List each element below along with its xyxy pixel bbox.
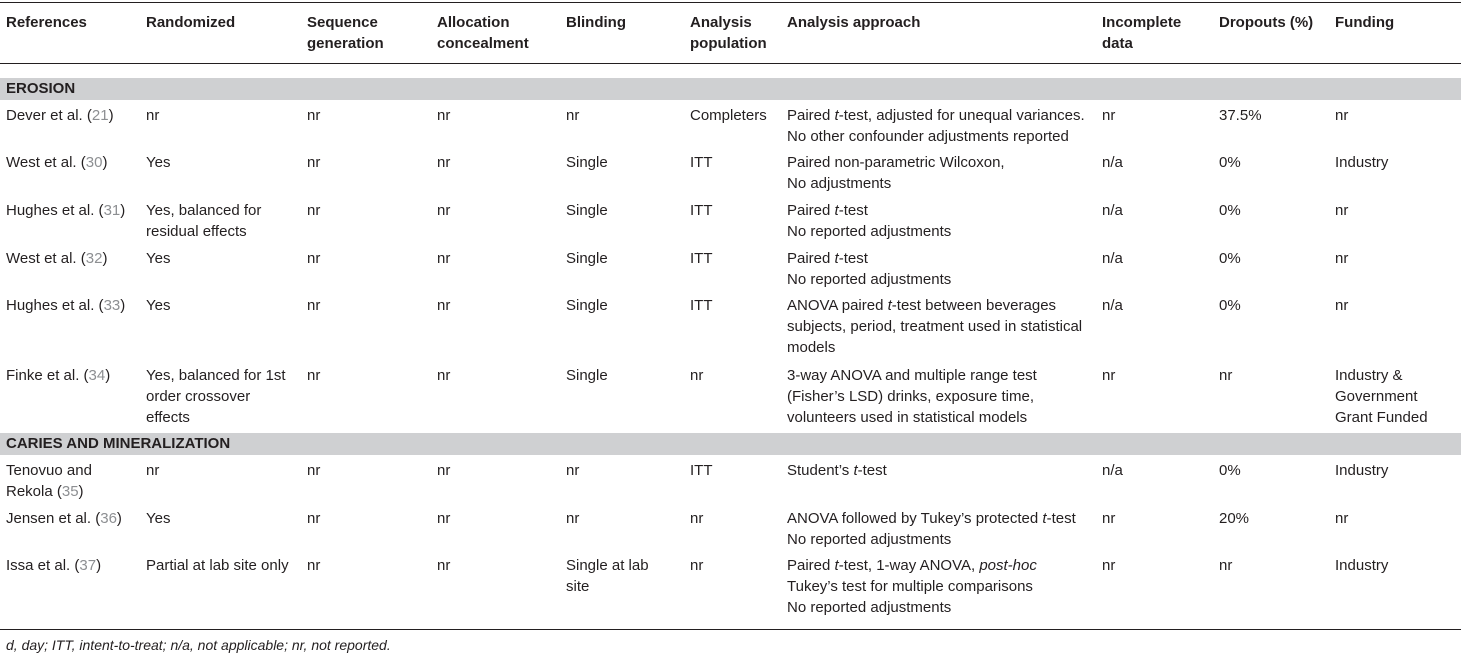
allocation-cell: nr: [437, 367, 451, 384]
dropouts-cell: 0%: [1219, 297, 1241, 314]
allocation-cell: nr: [437, 154, 451, 171]
reference-cell: Jensen et al. (36): [6, 510, 122, 527]
blinding-cell: nr: [566, 462, 580, 479]
approach-cell: ANOVA paired t-test between beverages subjects, period, treatment used in statistical models: [787, 297, 1083, 356]
sequence-cell: nr: [307, 462, 321, 479]
population-cell: Completers: [690, 107, 767, 124]
population-cell: ITT: [690, 462, 713, 479]
incomplete-cell: nr: [1102, 557, 1116, 574]
dropouts-cell: nr: [1219, 367, 1233, 384]
funding-cell: nr: [1335, 297, 1349, 314]
dropouts-cell: 0%: [1219, 202, 1241, 219]
randomized-cell: Yes: [146, 154, 171, 171]
sequence-cell: nr: [307, 557, 321, 574]
blinding-cell: Single: [566, 297, 608, 314]
citation-link[interactable]: 32: [85, 250, 103, 267]
approach-cell: Paired non-parametric Wilcoxon, No adjustments: [787, 154, 1005, 192]
funding-cell: nr: [1335, 107, 1349, 124]
citation-link[interactable]: 36: [100, 510, 117, 527]
reference-cell: Tenovuo and Rekola (35): [6, 462, 92, 500]
header-allocation-concealment: Allocation concealment: [437, 14, 529, 52]
blinding-cell: Single: [566, 202, 608, 219]
citation-link[interactable]: 21: [91, 107, 109, 124]
section-header-caries: [0, 433, 1461, 455]
population-cell: ITT: [690, 297, 713, 314]
population-cell: nr: [690, 367, 704, 384]
dropouts-cell: nr: [1219, 557, 1233, 574]
blinding-cell: Single at lab site: [566, 557, 649, 595]
randomized-cell: nr: [146, 462, 160, 479]
incomplete-cell: n/a: [1102, 462, 1123, 479]
funding-cell: Industry: [1335, 557, 1389, 574]
reference-cell: Dever et al. (21): [6, 107, 114, 124]
dropouts-cell: 37.5%: [1219, 107, 1262, 124]
funding-cell: nr: [1335, 510, 1349, 527]
header-references: References: [6, 14, 87, 31]
funding-cell: Industry & Government Grant Funded: [1335, 367, 1428, 426]
table-header: [0, 12, 1461, 56]
top-rule: [0, 2, 1461, 3]
sequence-cell: nr: [307, 107, 321, 124]
header-blinding: Blinding: [566, 14, 626, 31]
randomized-cell: nr: [146, 107, 160, 124]
randomized-cell: Partial at lab site only: [146, 557, 289, 574]
randomized-cell: Yes: [146, 297, 171, 314]
incomplete-cell: nr: [1102, 107, 1116, 124]
citation-link[interactable]: 35: [61, 483, 79, 500]
randomized-cell: Yes, balanced for 1st order crossover effects: [146, 367, 286, 426]
reference-cell: West et al. (32): [6, 250, 108, 267]
blinding-cell: nr: [566, 510, 580, 527]
section-title: CARIES AND MINERALIZATION: [6, 435, 231, 452]
population-cell: ITT: [690, 202, 713, 219]
allocation-cell: nr: [437, 510, 451, 527]
header-sequence-generation: Sequence generation: [307, 14, 384, 52]
dropouts-cell: 0%: [1219, 462, 1241, 479]
allocation-cell: nr: [437, 250, 451, 267]
header-incomplete-data: Incomplete data: [1102, 14, 1182, 52]
population-cell: nr: [690, 510, 704, 527]
sequence-cell: nr: [307, 367, 321, 384]
sequence-cell: nr: [307, 250, 321, 267]
table-footnote: d, day; ITT, intent-to-treat; n/a, not applicable; nr, not reported.: [6, 637, 391, 653]
funding-cell: nr: [1335, 250, 1349, 267]
incomplete-cell: n/a: [1102, 154, 1123, 171]
approach-cell: Student’s t-test: [787, 462, 887, 479]
randomized-cell: Yes: [146, 510, 171, 527]
dropouts-cell: 0%: [1219, 154, 1241, 171]
reference-cell: Issa et al. (37): [6, 557, 102, 574]
approach-cell: 3-way ANOVA and multiple range test (Fisher’s LSD) drinks, exposure time, volunteers used in statistical models: [787, 367, 1037, 426]
sequence-cell: nr: [307, 202, 321, 219]
incomplete-cell: n/a: [1102, 250, 1123, 267]
incomplete-cell: n/a: [1102, 297, 1123, 314]
reference-cell: Finke et al. (34): [6, 367, 111, 384]
bottom-rule: [0, 629, 1461, 630]
citation-link[interactable]: 37: [79, 557, 97, 574]
blinding-cell: Single: [566, 250, 608, 267]
blinding-cell: Single: [566, 154, 608, 171]
header-analysis-approach: Analysis approach: [787, 14, 921, 31]
header-randomized: Randomized: [146, 14, 236, 31]
incomplete-cell: nr: [1102, 510, 1116, 527]
sequence-cell: nr: [307, 510, 321, 527]
allocation-cell: nr: [437, 557, 451, 574]
funding-cell: Industry: [1335, 462, 1389, 479]
header-funding: Funding: [1335, 14, 1395, 31]
reference-cell: Hughes et al. (31): [6, 202, 126, 219]
approach-cell: Paired t-test, adjusted for unequal variances. No other confounder adjustments reported: [787, 107, 1085, 145]
dropouts-cell: 20%: [1219, 510, 1250, 527]
sequence-cell: nr: [307, 297, 321, 314]
citation-link[interactable]: 34: [88, 367, 106, 384]
population-cell: ITT: [690, 154, 713, 171]
dropouts-cell: 0%: [1219, 250, 1241, 267]
allocation-cell: nr: [437, 297, 451, 314]
funding-cell: Industry: [1335, 154, 1389, 171]
population-cell: nr: [690, 557, 704, 574]
randomized-cell: Yes: [146, 250, 171, 267]
approach-cell: ANOVA followed by Tukey’s protected t-test No reported adjustments: [787, 510, 1076, 548]
section-header-erosion: [0, 78, 1461, 100]
header-dropouts: Dropouts (%): [1219, 14, 1314, 31]
reference-cell: Hughes et al. (33): [6, 297, 126, 314]
section-title: EROSION: [6, 80, 76, 97]
header-analysis-population: Analysis population: [690, 14, 767, 52]
approach-cell: Paired t-test No reported adjustments: [787, 250, 952, 288]
incomplete-cell: n/a: [1102, 202, 1123, 219]
funding-cell: nr: [1335, 202, 1349, 219]
population-cell: ITT: [690, 250, 713, 267]
incomplete-cell: nr: [1102, 367, 1116, 384]
allocation-cell: nr: [437, 107, 451, 124]
citation-link[interactable]: 33: [103, 297, 121, 314]
citation-link[interactable]: 31: [103, 202, 121, 219]
blinding-cell: Single: [566, 367, 608, 384]
header-rule: [0, 63, 1461, 64]
blinding-cell: nr: [566, 107, 580, 124]
allocation-cell: nr: [437, 202, 451, 219]
sequence-cell: nr: [307, 154, 321, 171]
approach-cell: Paired t-test No reported adjustments: [787, 202, 952, 240]
reference-cell: West et al. (30): [6, 154, 108, 171]
citation-link[interactable]: 30: [85, 154, 103, 171]
allocation-cell: nr: [437, 462, 451, 479]
approach-cell: Paired t-test, 1-way ANOVA, post-hoc Tukey’s test for multiple comparisons No reported adjustments: [787, 557, 1037, 616]
randomized-cell: Yes, balanced for residual effects: [146, 202, 262, 240]
